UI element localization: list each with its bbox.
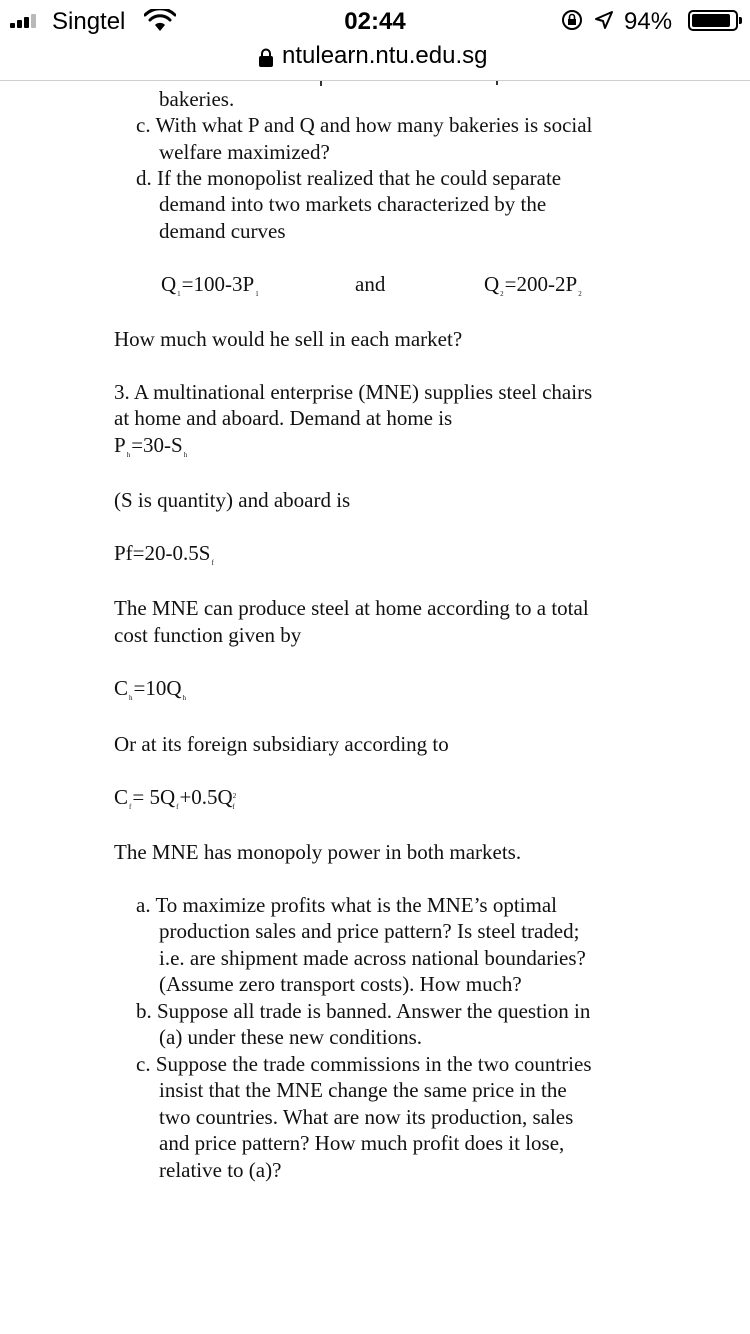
text-line: How much would he sell in each market? xyxy=(114,327,463,351)
question-3c: c. Suppose the trade commissions in the two countries xyxy=(136,1052,592,1076)
status-bar xyxy=(0,0,750,40)
lock-icon xyxy=(258,48,274,68)
question-3b: b. Suppose all trade is banned. Answer the question in xyxy=(136,999,591,1023)
text-line: The MNE can produce steel at home according to a total xyxy=(114,596,589,620)
text-line: Or at its foreign subsidiary according to xyxy=(114,732,449,756)
text-line: welfare maximized? xyxy=(159,140,330,164)
equation-home-demand: $P_h=30-S_h$ xyxy=(114,433,188,459)
text-line: at home and aboard. Demand at home is xyxy=(114,406,453,430)
carrier-name: Singtel xyxy=(52,8,126,35)
equation-demand-1: $Q_1=100-3P_1$ xyxy=(161,272,259,298)
text-line: (S is quantity) and aboard is xyxy=(114,488,351,512)
clipped-glyph xyxy=(496,81,498,85)
text-line: insist that the MNE change the same price in the xyxy=(159,1078,567,1102)
equation-home-cost: $C_h=10Q_h$ xyxy=(114,676,187,702)
address-bar[interactable] xyxy=(0,40,750,81)
text-line: demand curves xyxy=(159,219,286,243)
battery-percent: 94% xyxy=(624,8,673,35)
clock: 02:44 xyxy=(344,8,406,35)
text-line: i.e. are shipment made across national boundaries? xyxy=(159,946,586,970)
equation-foreign-demand: $Pf=20-0.5S_f$ xyxy=(114,541,214,567)
location-arrow-icon xyxy=(594,10,614,30)
battery-icon xyxy=(688,10,738,31)
text-line: demand into two markets characterized by the xyxy=(159,192,547,216)
clipped-glyph xyxy=(320,81,322,86)
text-line: The MNE has monopoly power in both markets. xyxy=(114,840,522,864)
document-content xyxy=(0,81,750,1334)
rotation-lock-icon xyxy=(560,8,584,32)
question-3a: a. To maximize profits what is the MNE’s optimal xyxy=(136,893,557,917)
text-line: production sales and price pattern? Is steel traded; xyxy=(159,919,580,943)
equation-foreign-cost: $C_f= 5Q_f+0.5Q^2_f$ xyxy=(114,785,237,811)
question-2c: c. With what P and Q and how many bakeries is social xyxy=(136,113,593,137)
text-line: bakeries. xyxy=(159,87,235,111)
text-line: cost function given by xyxy=(114,623,302,647)
question-2d: d. If the monopolist realized that he could separate xyxy=(136,166,562,190)
page-url[interactable]: ntulearn.ntu.edu.sg xyxy=(282,42,488,69)
equation-demand-2: $Q_2=200-2P_2$ xyxy=(484,272,582,298)
text-line: (a) under these new conditions. xyxy=(159,1025,423,1049)
question-3: 3. A multinational enterprise (MNE) supplies steel chairs xyxy=(114,380,593,404)
text-line: and price pattern? How much profit does it lose, xyxy=(159,1131,565,1155)
text-line: two countries. What are now its production, sales xyxy=(159,1105,574,1129)
text-line: (Assume zero transport costs). How much? xyxy=(159,972,522,996)
text-line: relative to (a)? xyxy=(159,1158,282,1182)
equation-and: and xyxy=(355,272,386,296)
